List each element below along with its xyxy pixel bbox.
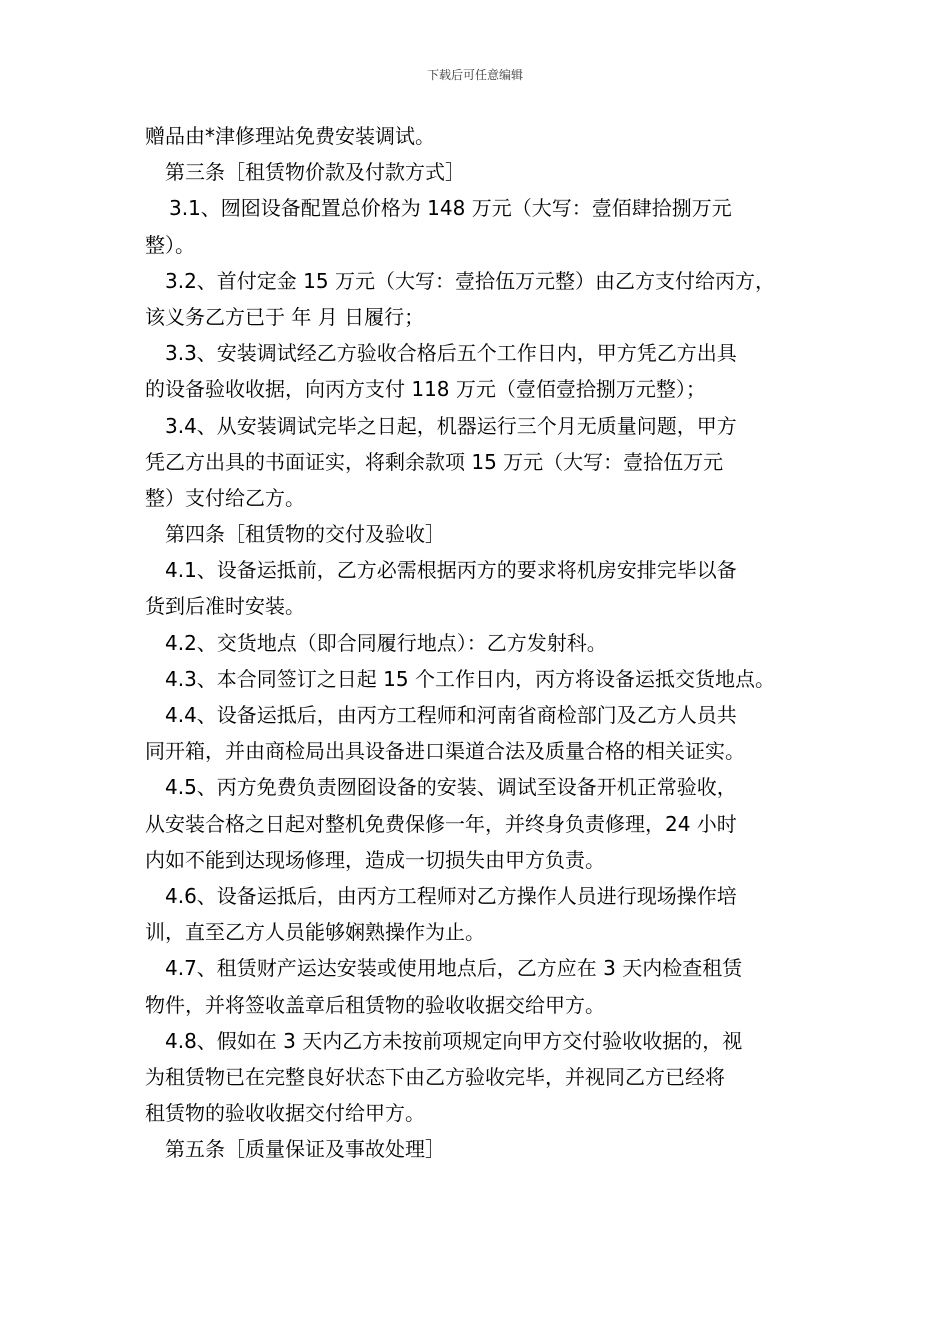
clause-line: 凭乙方出具的书面证实，将剩余款项 15 万元（大写：壹拾伍万元 (145, 449, 724, 474)
paragraph-line: 赠品由*津修理站免费安装调试。 (145, 124, 435, 148)
article-heading: 第三条［租赁物价款及付款方式］ (165, 160, 465, 185)
clause-line: 3.4、从安装调试完毕之日起，机器运行三个月无质量问题，甲方 (165, 413, 737, 438)
clause-line: 3.3、安装调试经乙方验收合格后五个工作日内，甲方凭乙方出具 (165, 341, 737, 366)
clause-line: 物件，并将签收盖章后租赁物的验收收据交给甲方。 (145, 992, 605, 1017)
clause-line: 4.2、交货地点（即合同履行地点）：乙方发射科。 (165, 630, 607, 655)
clause-line: 货到后准时安装。 (145, 594, 305, 619)
clause-line: 为租赁物已在完整良好状态下由乙方验收完毕，并视同乙方已经将 (145, 1064, 725, 1089)
clause-line: 该义务乙方已于 年 月 日履行； (145, 304, 425, 329)
clause-line: 同开箱，并由商检局出具设备进口渠道合法及质量合格的相关证实。 (145, 739, 745, 764)
article-heading: 第四条［租赁物的交付及验收］ (165, 522, 445, 547)
clause-line: 4.3、本合同签订之日起 15 个工作日内，丙方将设备运抵交货地点。 (165, 666, 775, 691)
clause-line: 4.7、租赁财产运达安装或使用地点后，乙方应在 3 天内检查租赁 (165, 956, 743, 981)
clause-line: 训，直至乙方人员能够娴熟操作为止。 (145, 920, 485, 945)
clause-line: 整）。 (145, 232, 195, 257)
clause-line: 4.1、设备运抵前，乙方必需根据丙方的要求将机房安排完毕以备 (165, 558, 737, 583)
clause-line: 内如不能到达现场修理，造成一切损失由甲方负责。 (145, 847, 605, 872)
page-header: 下载后可任意编辑 (426, 68, 523, 82)
clause-line: 整）支付给乙方。 (145, 485, 305, 510)
clause-line: 的设备验收收据，向丙方支付 118 万元（壹佰壹拾捌万元整）； (145, 377, 706, 402)
clause-line: 租赁物的验收收据交付给甲方。 (145, 1101, 425, 1126)
clause-line: 从安装合格之日起对整机免费保修一年，并终身负责修理，24 小时 (145, 811, 737, 836)
clause-line: 4.4、设备运抵后，由丙方工程师和河南省商检部门及乙方人员共 (165, 703, 737, 727)
clause-line: 4.8、假如在 3 天内乙方未按前项规定向甲方交付验收收据的，视 (165, 1028, 743, 1053)
document-body (145, 118, 815, 1167)
article-heading: 第五条［质量保证及事故处理］ (165, 1137, 445, 1162)
clause-line: 4.5、丙方免费负责囫囵设备的安装、调试至设备开机正常验收， (165, 775, 737, 800)
clause-line: 3.2、首付定金 15 万元（大写：壹拾伍万元整）由乙方支付给丙方， (165, 268, 775, 293)
clause-line: 3.1、囫囵设备配置总价格为 148 万元（大写：壹佰肆拾捌万元 (169, 196, 732, 221)
clause-line: 4.6、设备运抵后，由丙方工程师对乙方操作人员进行现场操作培 (165, 883, 737, 908)
